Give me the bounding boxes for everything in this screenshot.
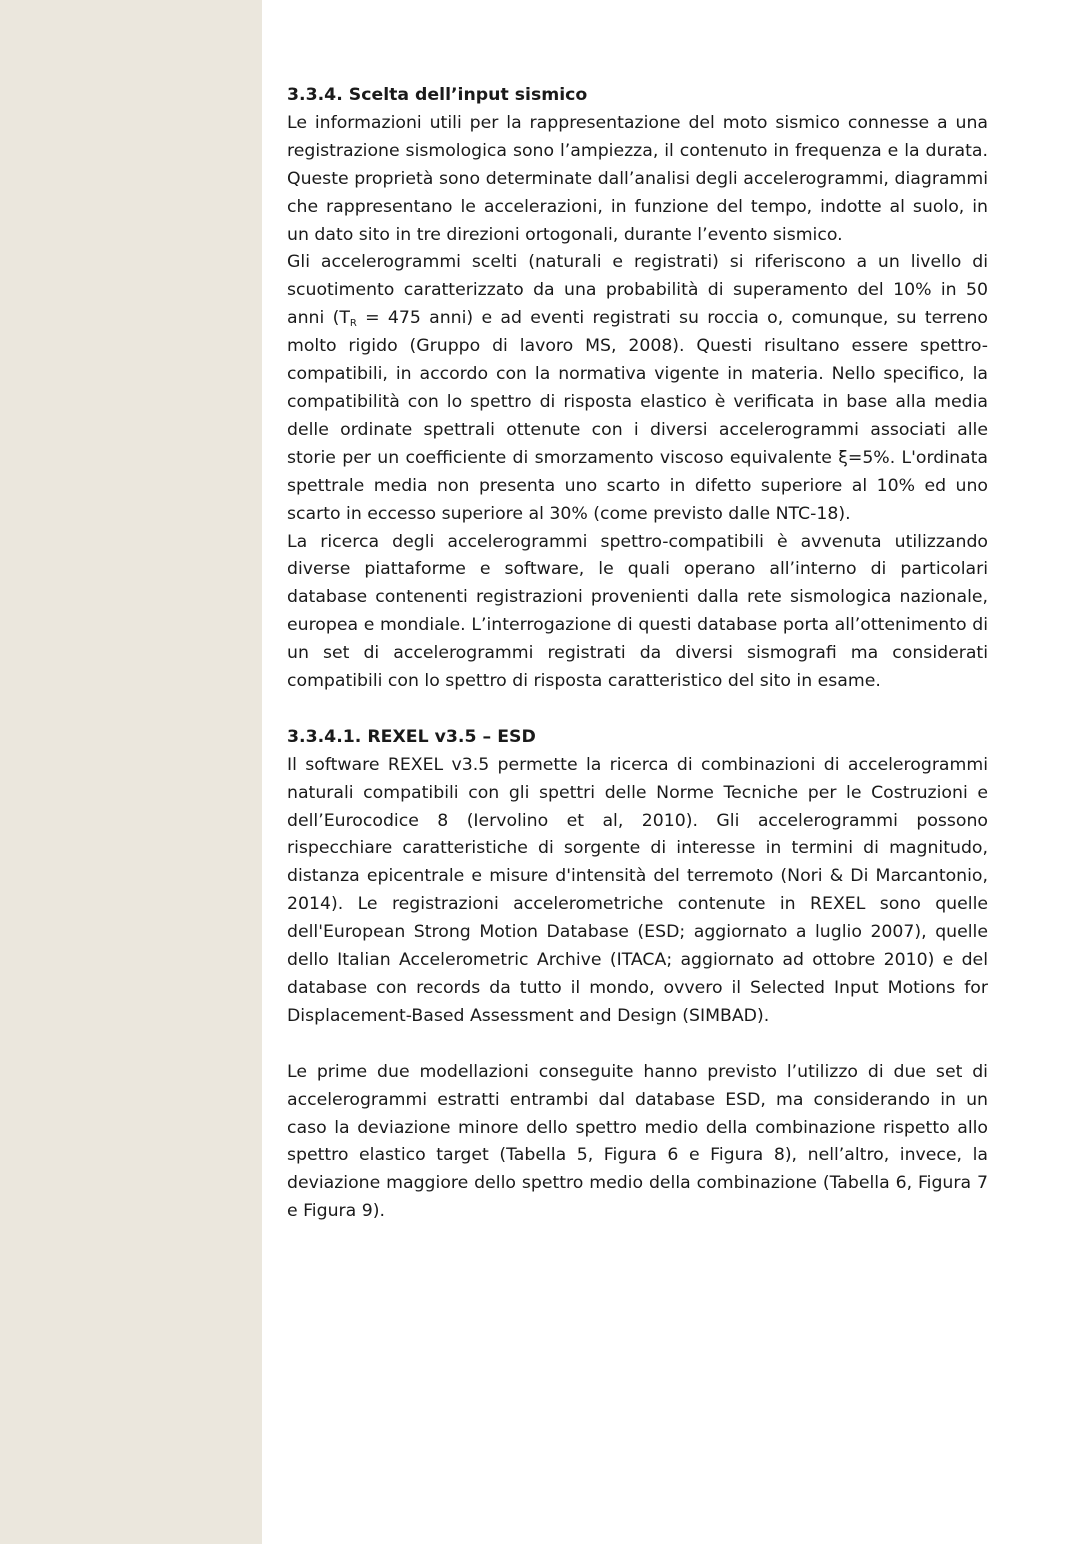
subscript-r: R	[349, 318, 357, 330]
paragraph-software-rexel: Il software REXEL v3.5 permette la ricerca di combinazioni di accelerogrammi naturali compatibili con gli spettri delle Norme Tecniche per le Costruzioni e dell’Eurocodice 8 (Iervolino et al, 2010). Gli accelerogrammi possono rispecchiare caratteristiche di sorgente di interesse in termini di magnitudo, distanza epicentrale e misure d'intensità del terremoto (Nori & Di Marcantonio, 2014). Le registrazioni accelerometriche contenute in REXEL sono quelle dell'European Strong Motion Database (ESD; aggiornato a luglio 2007), quelle dello Italian Accelerometric Archive (ITACA; aggiornato ad ottobre 2010) e del database con records da tutto il mondo, ovvero il Selected Input Motions for Displacement-Based Assessment and Design (SIMBAD).	[287, 754, 988, 1026]
spacer	[287, 696, 988, 724]
page-margin-sidebar	[0, 0, 262, 1544]
spacer	[287, 1031, 988, 1059]
paragraph-prime-modellazioni: Le prime due modellazioni conseguite hanno previsto l’utilizzo di due set di accelerogrammi estratti entrambi dal database ESD, ma considerando in un caso la deviazione minore dello spettro medio della combinazione rispetto allo spettro elastico target (Tabella 5, Figura 6 e Figura 8), nell’altro, invece, la deviazione maggiore dello spettro medio della combinazione (Tabella 6, Figura 7 e Figura 9).	[287, 1061, 988, 1222]
paragraph-accelerogrammi-scelti	[287, 249, 988, 528]
paragraph-ricerca-accelerogrammi: La ricerca degli accelerogrammi spettro-compatibili è avvenuta utilizzando diverse piattaforme e software, le quali operano all’interno di particolari database contenenti registrazioni provenienti dalla rete sismologica nazionale, europea e mondiale. L’interrogazione di questi database porta all’ottenimento di un set di accelerogrammi registrati da diversi sismografi ma considerati compatibili con lo spettro di risposta caratteristico del sito in esame.	[287, 531, 988, 692]
section-heading-rexel-esd: 3.3.4.1. REXEL v3.5 – ESD	[287, 726, 536, 747]
section-heading-scelta-input-sismico: 3.3.4. Scelta dell’input sismico	[287, 85, 588, 105]
document-body	[287, 82, 988, 1226]
paragraph-text-part: Gli accelerogrammi scelti (naturali e registrati) si riferiscono a un livello di scuotimento caratterizzato da una probabilità di superamento del 10% in 50 anni (T	[287, 252, 988, 329]
paragraph-text-part: = 475 anni) e ad eventi registrati su roccia o, comunque, su terreno molto rigido (Gruppo di lavoro MS, 2008). Questi risultano essere spettro-compatibili, in accordo con la normativa vigente in materia. Nello specifico, la compatibilità con lo spettro di risposta elastico è verificata in base alla media delle ordinate spettrali ottenute con i diversi accelerogrammi associati alle storie per un coefficiente di smorzamento viscoso equivalente ξ=5%. L'ordinata spettrale media non presenta uno scarto in difetto superiore al 10% ed uno scarto in eccesso superiore al 30% (come previsto dalle NTC-18).	[287, 308, 988, 524]
paragraph-informazioni-moto-sismico: Le informazioni utili per la rappresentazione del moto sismico connesse a una registrazione sismologica sono l’ampiezza, il contenuto in frequenza e la durata. Queste proprietà sono determinate dall’analisi degli accelerogrammi, diagrammi che rappresentano le accelerazioni, in funzione del tempo, indotte al suolo, in un dato sito in tre direzioni ortogonali, durante l’evento sismico.	[287, 112, 988, 245]
